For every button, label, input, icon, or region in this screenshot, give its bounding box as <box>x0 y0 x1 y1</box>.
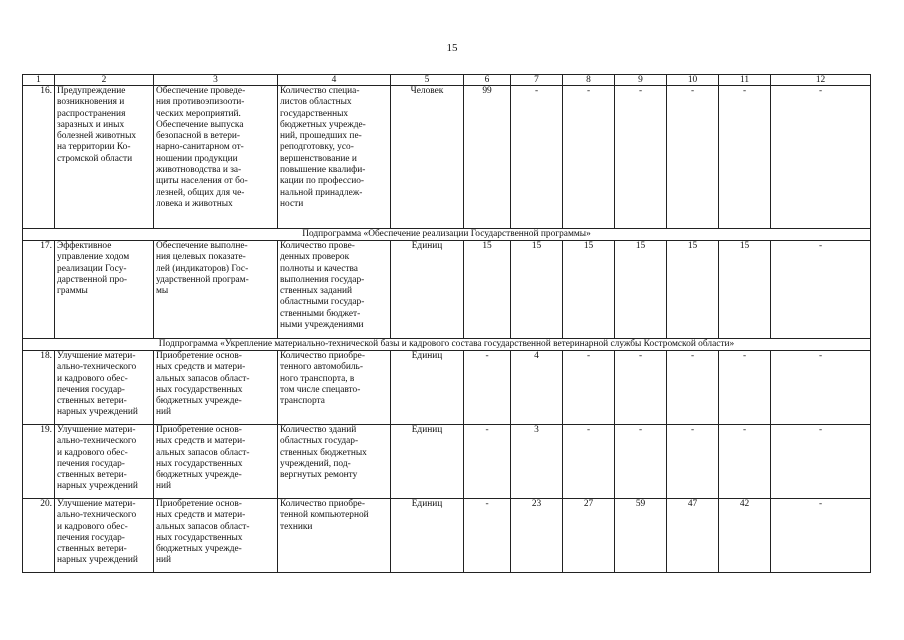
page-number: 15 <box>446 42 458 54</box>
value-cell: - <box>615 351 667 425</box>
header-cell: 7 <box>511 75 563 86</box>
indicator-cell: Количество прове- денных проверок полноты и качества выполнения государ- ственных заданий областными государ- ственными бюджет- ными учреждениями <box>278 241 391 339</box>
value-cell: 47 <box>667 499 719 573</box>
row-number: 19. <box>23 425 55 499</box>
value-cell: - <box>464 499 511 573</box>
unit-cell: Единиц <box>391 499 464 573</box>
value-cell: 23 <box>511 499 563 573</box>
subprogram-title: Подпрограмма «Обеспечение реализации Государственной программы» <box>23 229 871 241</box>
value-cell: 15 <box>511 241 563 339</box>
header-cell: 3 <box>154 75 278 86</box>
value-cell: - <box>771 425 871 499</box>
header-cell: 4 <box>278 75 391 86</box>
value-cell: - <box>667 86 719 229</box>
value-cell: - <box>771 241 871 339</box>
header-cell: 1 <box>23 75 55 86</box>
task-cell: Приобретение основ- ных средств и матери- альных запасов област- ных государственных бюджетных учрежде- ний <box>154 425 278 499</box>
unit-cell: Единиц <box>391 241 464 339</box>
goal-cell: Предупреждение возникновения и распространения заразных и иных болезней животных на территории Ко- стромской области <box>55 86 154 229</box>
value-cell: - <box>771 86 871 229</box>
value-cell: - <box>667 351 719 425</box>
value-cell: 15 <box>615 241 667 339</box>
goal-cell: Улучшение матери- ально-технического и кадрового обес- печения государ- ственных ветери- нарных учреждений <box>55 425 154 499</box>
value-cell: 42 <box>719 499 771 573</box>
header-cell: 9 <box>615 75 667 86</box>
indicator-cell: Количество зданий областных государ- ственных бюджетных учреждений, под- вергнутых ремонту <box>278 425 391 499</box>
header-cell: 10 <box>667 75 719 86</box>
value-cell: 99 <box>464 86 511 229</box>
subprogram-title: Подпрограмма «Укрепление материально-технической базы и кадрового состава государственной ветеринарной службы Костромской области» <box>23 339 871 351</box>
value-cell: 59 <box>615 499 667 573</box>
value-cell: - <box>563 425 615 499</box>
value-cell: - <box>615 425 667 499</box>
header-cell: 5 <box>391 75 464 86</box>
value-cell: 3 <box>511 425 563 499</box>
header-cell: 11 <box>719 75 771 86</box>
row-number: 20. <box>23 499 55 573</box>
task-cell: Обеспечение выполне- ния целевых показате- лей (индикаторов) Гос- ударственной програм- мы <box>154 241 278 339</box>
value-cell: - <box>771 351 871 425</box>
value-cell: - <box>719 351 771 425</box>
row-number: 18. <box>23 351 55 425</box>
subprogram-row <box>23 339 871 351</box>
subprogram-row <box>23 229 871 241</box>
value-cell: - <box>464 351 511 425</box>
indicators-table <box>22 74 871 573</box>
value-cell: - <box>511 86 563 229</box>
unit-cell: Человек <box>391 86 464 229</box>
goal-cell: Эффективное управление ходом реализации Госу- дарственной про- граммы <box>55 241 154 339</box>
header-cell: 12 <box>771 75 871 86</box>
row-number: 16. <box>23 86 55 229</box>
value-cell: 27 <box>563 499 615 573</box>
table-row <box>23 241 871 339</box>
table-row <box>23 499 871 573</box>
table-row <box>23 86 871 229</box>
value-cell: - <box>464 425 511 499</box>
value-cell: - <box>667 425 719 499</box>
unit-cell: Единиц <box>391 351 464 425</box>
value-cell: 15 <box>563 241 615 339</box>
row-number: 17. <box>23 241 55 339</box>
header-cell: 2 <box>55 75 154 86</box>
task-cell: Приобретение основ- ных средств и матери- альных запасов област- ных государственных бюджетных учрежде- ний <box>154 499 278 573</box>
value-cell: 15 <box>464 241 511 339</box>
task-cell: Приобретение основ- ных средств и матери- альных запасов област- ных государственных бюджетных учрежде- ний <box>154 351 278 425</box>
indicator-cell: Количество приобре- тенной компьютерной техники <box>278 499 391 573</box>
unit-cell: Единиц <box>391 425 464 499</box>
task-cell: Обеспечение проведе- ния противоэпизооти- ческих мероприятий. Обеспечение выпуска безопасной в ветери- нарно-санитарном от- ношении продукции животноводства и за- щиты населения от бо- лезней, общих для че- ловека и животных <box>154 86 278 229</box>
value-cell: - <box>615 86 667 229</box>
indicator-cell: Количество приобре- тенного автомобиль- ного транспорта, в том числе спецавто- транспорта <box>278 351 391 425</box>
table-row <box>23 351 871 425</box>
goal-cell: Улучшение матери- ально-технического и кадрового обес- печения государ- ственных ветери- нарных учреждений <box>55 351 154 425</box>
value-cell: - <box>719 86 771 229</box>
indicator-cell: Количество специа- листов областных государственных бюджетных учрежде- ний, прошедших пе- реподготовку, усо- вершенствование и повышение квалифи- кации по профессио- нальной принадлеж- ности <box>278 86 391 229</box>
value-cell: - <box>563 86 615 229</box>
value-cell: - <box>563 351 615 425</box>
header-cell: 8 <box>563 75 615 86</box>
table-row <box>23 425 871 499</box>
value-cell: - <box>771 499 871 573</box>
value-cell: - <box>719 425 771 499</box>
header-cell: 6 <box>464 75 511 86</box>
header-row <box>23 75 871 86</box>
goal-cell: Улучшение матери- ально-технического и кадрового обес- печения государ- ственных ветери- нарных учреждений <box>55 499 154 573</box>
value-cell: 4 <box>511 351 563 425</box>
value-cell: 15 <box>667 241 719 339</box>
value-cell: 15 <box>719 241 771 339</box>
